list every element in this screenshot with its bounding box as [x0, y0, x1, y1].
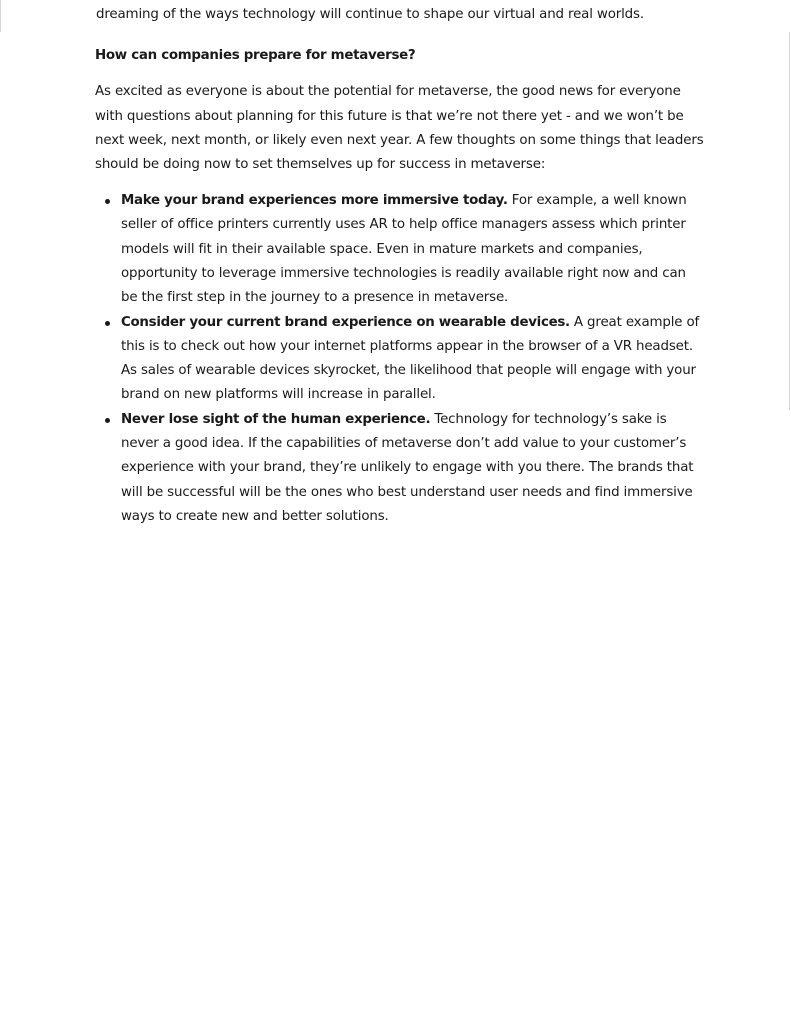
- list-item-lead: Consider your current brand experience on wearable devices.: [121, 314, 570, 330]
- list-item: [121, 311, 705, 408]
- section-heading: How can companies prepare for metaverse?: [95, 48, 416, 64]
- intro-paragraph: As excited as everyone is about the potential for metaverse, the good news for everyone with questions about planning for this future is that we’re not there yet - and we won’t be next week, next month, or likely even next year. A few thoughts on some things that leaders should be doing now to set themselves up for success in metaverse:: [95, 84, 704, 173]
- list-item: [121, 408, 705, 529]
- page-edge-right: [789, 32, 790, 410]
- tips-list: [95, 189, 705, 529]
- article-body: [95, 3, 705, 530]
- bullet-icon: [105, 321, 110, 326]
- bullet-icon: [105, 418, 110, 423]
- list-item-lead: Never lose sight of the human experience.: [121, 412, 431, 428]
- list-item-text: A great example of this is to check out how your internet platforms appear in the browser of a VR headset. As sales of wearable devices skyrocket, the likelihood that people will engage with your brand on new platforms will increase in parallel.: [121, 314, 700, 403]
- page-edge-left: [0, 0, 1, 32]
- article-lead-line: dreaming of the ways technology will continue to shape our virtual and real worlds.: [96, 7, 644, 22]
- list-item: [121, 189, 705, 310]
- list-item-text: For example, a well known seller of office printers currently uses AR to help office managers assess which printer models will fit in their available space. Even in mature markets and companies, opportunity to leverage immersive technologies is readily available right now and can be the first step in the journey to a presence in metaverse.: [121, 193, 687, 306]
- list-item-lead: Make your brand experiences more immersive today.: [121, 193, 508, 209]
- bullet-icon: [105, 199, 110, 204]
- list-item-text: Technology for technology’s sake is never a good idea. If the capabilities of metaverse don’t add value to your customer’s experience with your brand, they’re unlikely to engage with you there. The brands that will be successful will be the ones who best understand user needs and find immersive ways to create new and better solutions.: [121, 412, 694, 524]
